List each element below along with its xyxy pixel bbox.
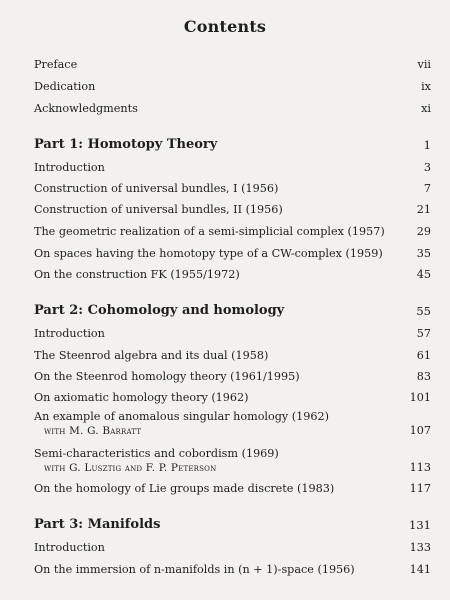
coauthor-line: with G. Lusztig and F. P. Peterson (44, 462, 217, 474)
toc-entry-dedication: Dedication ix (34, 80, 431, 93)
toc-entry: On axiomatic homology theory (1962) 101 (34, 391, 431, 404)
toc-entry: On the immersion of n-manifolds in (n + 1)-space (1956) 141 (34, 563, 431, 576)
toc-entry: Introduction 57 (34, 327, 431, 340)
part-3-heading: Part 3: Manifolds 131 (34, 517, 431, 532)
toc-entry: Construction of universal bundles, II (1956) 21 (34, 203, 431, 216)
toc-entry: On the homology of Lie groups made discrete (1983) 117 (34, 482, 431, 495)
toc-entry: On the Steenrod homology theory (1961/1995) 83 (34, 370, 431, 383)
toc-entry: Introduction 133 (34, 541, 431, 554)
toc-entry: An example of anomalous singular homology (1962) with M. G. Barratt 107 (34, 410, 431, 437)
coauthor-line: with M. G. Barratt (44, 425, 142, 437)
toc-entry: Introduction 3 (34, 161, 431, 174)
toc-entry: Construction of universal bundles, I (1956) 7 (34, 182, 431, 195)
toc-entry: The geometric realization of a semi-simplicial complex (1957) 29 (34, 225, 431, 238)
toc-entry: On spaces having the homotopy type of a CW-complex (1959) 35 (34, 247, 431, 260)
toc-entry-acknowledgments: Acknowledgments xi (34, 102, 431, 115)
toc-entry: Semi-characteristics and cobordism (1969) with G. Lusztig and F. P. Peterson 113 (34, 447, 431, 474)
part-2-heading: Part 2: Cohomology and homology 55 (34, 303, 431, 318)
page-title: Contents (183, 17, 267, 36)
toc-entry: On the construction FK (1955/1972) 45 (34, 268, 431, 281)
part-1-heading: Part 1: Homotopy Theory 1 (34, 137, 431, 152)
toc-entry-preface: Preface vii (34, 58, 431, 71)
toc-entry: The Steenrod algebra and its dual (1958) 61 (34, 349, 431, 362)
